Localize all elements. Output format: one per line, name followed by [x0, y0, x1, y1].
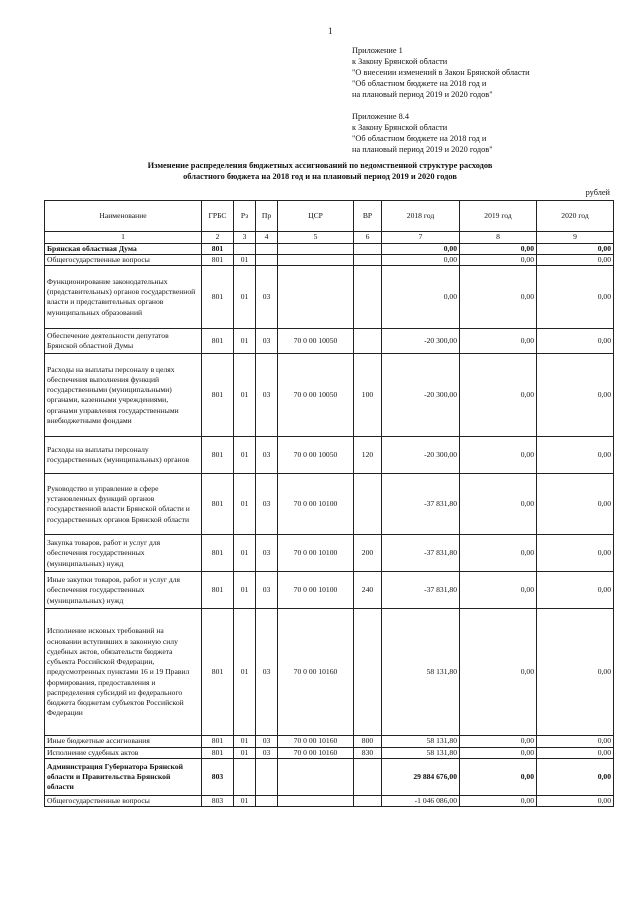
appendix-line: на плановый период 2019 и 2020 годов" — [352, 90, 493, 99]
header-csr: ЦСР — [278, 201, 354, 232]
column-number: 7 — [382, 232, 460, 244]
table-header-row — [45, 201, 614, 232]
table-row — [45, 795, 614, 806]
row-grbs: 801 — [202, 266, 234, 329]
row-csr: 70 0 00 10100 — [278, 572, 354, 609]
row-csr — [278, 758, 354, 795]
row-grbs: 801 — [202, 244, 234, 255]
header-2019: 2019 год — [460, 201, 537, 232]
row-rz: 01 — [234, 535, 256, 572]
title-line: Изменение распределения бюджетных ассигнований по ведомственной структуре расходов — [147, 161, 493, 170]
row-vr: 120 — [354, 437, 382, 474]
table-row — [45, 329, 614, 354]
table-row — [45, 474, 614, 535]
row-pr: 03 — [256, 535, 278, 572]
row-grbs: 801 — [202, 329, 234, 354]
row-grbs: 803 — [202, 795, 234, 806]
row-name: Исполнение исковых требований на основании вступивших в законную силу судебных актов, обязательств бюджета субъекта Российской Федерации, предусмотренных пунктами 16 и 19 Правил формирования, предоставления и распределения субсидий из федерального бюджета бюджетам субъектов Российской Федерации — [45, 609, 202, 736]
column-number: 4 — [256, 232, 278, 244]
row-grbs: 801 — [202, 535, 234, 572]
row-name: Закупка товаров, работ и услуг для обеспечения государственных (муниципальных) нужд — [45, 535, 202, 572]
row-rz — [234, 758, 256, 795]
row-name: Исполнение судебных актов — [45, 747, 202, 758]
header-2018: 2018 год — [382, 201, 460, 232]
row-2018: 29 884 676,00 — [382, 758, 460, 795]
row-rz: 01 — [234, 747, 256, 758]
table-row — [45, 354, 614, 437]
row-2019: 0,00 — [460, 795, 537, 806]
row-vr — [354, 795, 382, 806]
row-2018: -1 046 086,00 — [382, 795, 460, 806]
row-csr — [278, 244, 354, 255]
row-pr — [256, 795, 278, 806]
row-vr: 800 — [354, 736, 382, 747]
row-pr — [256, 255, 278, 266]
row-2020: 0,00 — [537, 255, 614, 266]
table-row — [45, 255, 614, 266]
row-name: Расходы на выплаты персоналу в целях обеспечения выполнения функций государственными (муниципальными) органами, казенными учреждениями, органами управления государственными внебюджетными фондами — [45, 354, 202, 437]
row-2018: -20 300,00 — [382, 437, 460, 474]
row-2018: -20 300,00 — [382, 329, 460, 354]
row-2019: 0,00 — [460, 609, 537, 736]
row-2019: 0,00 — [460, 255, 537, 266]
column-number: 6 — [354, 232, 382, 244]
row-grbs: 801 — [202, 474, 234, 535]
appendix-8-4-heading — [352, 111, 493, 155]
row-vr — [354, 758, 382, 795]
table-row — [45, 535, 614, 572]
row-name: Руководство и управление в сфере установленных функций органов государственной власти Брянской области и государственных органов Брянской области — [45, 474, 202, 535]
row-rz: 01 — [234, 474, 256, 535]
row-2020: 0,00 — [537, 329, 614, 354]
row-grbs: 801 — [202, 747, 234, 758]
row-2019: 0,00 — [460, 244, 537, 255]
row-grbs: 801 — [202, 736, 234, 747]
row-2019: 0,00 — [460, 329, 537, 354]
row-rz: 01 — [234, 736, 256, 747]
row-vr — [354, 609, 382, 736]
row-pr: 03 — [256, 609, 278, 736]
row-2020: 0,00 — [537, 535, 614, 572]
appendix-1-heading — [352, 45, 530, 100]
row-name: Расходы на выплаты персоналу государственных (муниципальных) органов — [45, 437, 202, 474]
row-pr — [256, 244, 278, 255]
row-vr: 240 — [354, 572, 382, 609]
row-csr — [278, 795, 354, 806]
row-2020: 0,00 — [537, 244, 614, 255]
row-2019: 0,00 — [460, 535, 537, 572]
row-2020: 0,00 — [537, 474, 614, 535]
row-pr — [256, 758, 278, 795]
table-row — [45, 609, 614, 736]
row-2018: 0,00 — [382, 255, 460, 266]
row-2020: 0,00 — [537, 736, 614, 747]
row-grbs: 801 — [202, 354, 234, 437]
row-2019: 0,00 — [460, 474, 537, 535]
row-rz: 01 — [234, 609, 256, 736]
row-csr: 70 0 00 10160 — [278, 747, 354, 758]
row-pr: 03 — [256, 329, 278, 354]
header-rz: Рз — [234, 201, 256, 232]
header-2020: 2020 год — [537, 201, 614, 232]
row-2018: 58 131,80 — [382, 747, 460, 758]
row-name: Общегосударственные вопросы — [45, 255, 202, 266]
units-label: рублей — [585, 188, 610, 197]
row-csr — [278, 266, 354, 329]
document-title — [0, 160, 640, 182]
row-2018: -20 300,00 — [382, 354, 460, 437]
row-rz: 01 — [234, 266, 256, 329]
row-2018: -37 831,80 — [382, 535, 460, 572]
column-number-row — [45, 232, 614, 244]
row-2020: 0,00 — [537, 609, 614, 736]
row-vr — [354, 244, 382, 255]
row-vr — [354, 266, 382, 329]
row-2019: 0,00 — [460, 758, 537, 795]
table-row — [45, 747, 614, 758]
table-row — [45, 572, 614, 609]
row-name: Иные бюджетные ассигнования — [45, 736, 202, 747]
row-2018: 58 131,80 — [382, 736, 460, 747]
row-grbs: 801 — [202, 255, 234, 266]
appendix-line: "Об областном бюджете на 2018 год и — [352, 134, 487, 143]
row-2019: 0,00 — [460, 354, 537, 437]
row-vr: 100 — [354, 354, 382, 437]
header-name: Наименование — [45, 201, 202, 232]
row-2020: 0,00 — [537, 795, 614, 806]
header-vr: ВР — [354, 201, 382, 232]
appendix-line: на плановый период 2019 и 2020 годов" — [352, 145, 493, 154]
row-2018: -37 831,80 — [382, 572, 460, 609]
row-2018: 58 131,80 — [382, 609, 460, 736]
row-vr — [354, 255, 382, 266]
row-2019: 0,00 — [460, 437, 537, 474]
appendix-line: к Закону Брянской области — [352, 57, 448, 66]
row-pr: 03 — [256, 474, 278, 535]
row-pr: 03 — [256, 266, 278, 329]
row-vr — [354, 474, 382, 535]
row-csr: 70 0 00 10160 — [278, 736, 354, 747]
appendix-line: Приложение 8.4 — [352, 112, 409, 121]
column-number: 8 — [460, 232, 537, 244]
title-line: областного бюджета на 2018 год и на плановый период 2019 и 2020 годов — [183, 172, 457, 181]
row-2018: 0,00 — [382, 266, 460, 329]
row-rz: 01 — [234, 329, 256, 354]
table-body — [45, 244, 614, 807]
row-2018: 0,00 — [382, 244, 460, 255]
row-2019: 0,00 — [460, 266, 537, 329]
column-number: 5 — [278, 232, 354, 244]
row-rz: 01 — [234, 437, 256, 474]
row-rz: 01 — [234, 795, 256, 806]
appendix-line: "О внесении изменений в Закон Брянской области — [352, 68, 530, 77]
header-pr: Пр — [256, 201, 278, 232]
row-vr: 830 — [354, 747, 382, 758]
row-csr: 70 0 00 10050 — [278, 354, 354, 437]
row-csr — [278, 255, 354, 266]
column-number: 1 — [45, 232, 202, 244]
column-number: 3 — [234, 232, 256, 244]
row-2020: 0,00 — [537, 747, 614, 758]
row-grbs: 801 — [202, 572, 234, 609]
row-rz: 01 — [234, 255, 256, 266]
page-number: 1 — [328, 26, 333, 36]
row-pr: 03 — [256, 572, 278, 609]
row-2020: 0,00 — [537, 437, 614, 474]
row-2019: 0,00 — [460, 736, 537, 747]
row-rz: 01 — [234, 354, 256, 437]
row-pr: 03 — [256, 354, 278, 437]
row-grbs: 801 — [202, 437, 234, 474]
budget-table — [44, 200, 614, 807]
row-pr: 03 — [256, 736, 278, 747]
row-csr: 70 0 00 10050 — [278, 437, 354, 474]
column-number: 2 — [202, 232, 234, 244]
row-vr — [354, 329, 382, 354]
row-csr: 70 0 00 10050 — [278, 329, 354, 354]
table-row — [45, 437, 614, 474]
appendix-line: Приложение 1 — [352, 46, 403, 55]
row-name: Общегосударственные вопросы — [45, 795, 202, 806]
table-row — [45, 244, 614, 255]
row-name: Обеспечение деятельности депутатов Брянской областной Думы — [45, 329, 202, 354]
row-csr: 70 0 00 10100 — [278, 474, 354, 535]
row-rz — [234, 244, 256, 255]
appendix-line: "Об областном бюджете на 2018 год и — [352, 79, 487, 88]
table-row — [45, 736, 614, 747]
appendix-line: к Закону Брянской области — [352, 123, 448, 132]
row-2020: 0,00 — [537, 758, 614, 795]
row-grbs: 803 — [202, 758, 234, 795]
row-2019: 0,00 — [460, 572, 537, 609]
table-row — [45, 266, 614, 329]
row-name: Иные закупки товаров, работ и услуг для обеспечения государственных (муниципальных) нужд — [45, 572, 202, 609]
row-2020: 0,00 — [537, 354, 614, 437]
row-vr: 200 — [354, 535, 382, 572]
row-name: Брянская областная Дума — [45, 244, 202, 255]
column-number: 9 — [537, 232, 614, 244]
row-pr: 03 — [256, 437, 278, 474]
row-csr: 70 0 00 10160 — [278, 609, 354, 736]
row-2019: 0,00 — [460, 747, 537, 758]
row-csr: 70 0 00 10100 — [278, 535, 354, 572]
row-2020: 0,00 — [537, 266, 614, 329]
header-grbs: ГРБС — [202, 201, 234, 232]
row-rz: 01 — [234, 572, 256, 609]
row-pr: 03 — [256, 747, 278, 758]
row-2018: -37 831,80 — [382, 474, 460, 535]
row-name: Администрация Губернатора Брянской области и Правительства Брянской области — [45, 758, 202, 795]
table-row — [45, 758, 614, 795]
row-grbs: 801 — [202, 609, 234, 736]
row-name: Функционирование законодательных (представительных) органов государственной власти и представительных органов муниципальных образований — [45, 266, 202, 329]
row-2020: 0,00 — [537, 572, 614, 609]
